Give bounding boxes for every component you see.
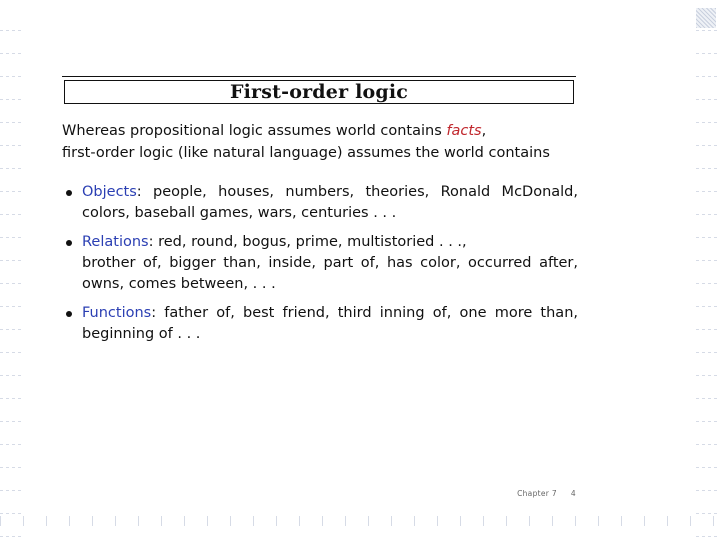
- intro-text-after: ,: [481, 123, 487, 139]
- bullet-functions: [62, 303, 578, 345]
- slide-footer: [517, 489, 576, 498]
- term-functions: Functions: [82, 305, 152, 321]
- slide-title: First-order logic: [229, 81, 409, 103]
- intro-emphasis-facts: facts: [446, 123, 482, 139]
- intro-text-before: Whereas propositional logic assumes world contains: [62, 123, 447, 139]
- functions-description: : father of, best friend, third inning of, one more than, beginning of . . .: [82, 305, 578, 342]
- term-objects: Objects: [82, 184, 137, 200]
- intro-line-1: [62, 120, 578, 142]
- bullet-dot-icon: [66, 311, 72, 317]
- page-dots-right: [696, 30, 720, 540]
- bullet-dot-icon: [66, 190, 72, 196]
- intro-paragraph: [62, 120, 578, 164]
- bullet-functions-text: [82, 303, 578, 345]
- title-rule: [62, 76, 576, 77]
- footer-chapter: Chapter 7: [517, 489, 557, 498]
- page-dots-bottom: [0, 516, 720, 526]
- title-box: [64, 80, 574, 104]
- page-dots-left: [0, 30, 24, 540]
- term-relations: Relations: [82, 234, 149, 250]
- objects-description: : people, houses, numbers, theories, Ronald McDonald, colors, baseball games, wars, centuries . . .: [82, 184, 578, 221]
- bullet-objects-text: [82, 182, 578, 224]
- relations-description: : red, round, bogus, prime, multistoried . . .,: [148, 234, 467, 250]
- bullet-list: [62, 182, 578, 353]
- bullet-relations: [62, 232, 578, 295]
- bullet-relations-line-1: [82, 232, 578, 253]
- footer-page-number: 4: [570, 489, 576, 498]
- slide: [62, 76, 578, 506]
- relations-description-continued: brother of, bigger than, inside, part of, has color, occurred after, owns, comes between, . . .: [82, 255, 578, 292]
- intro-line-2: first-order logic (like natural language) assumes the world contains: [62, 145, 550, 161]
- corner-pattern-icon: [696, 8, 716, 28]
- bullet-dot-icon: [66, 240, 72, 246]
- bullet-objects: [62, 182, 578, 224]
